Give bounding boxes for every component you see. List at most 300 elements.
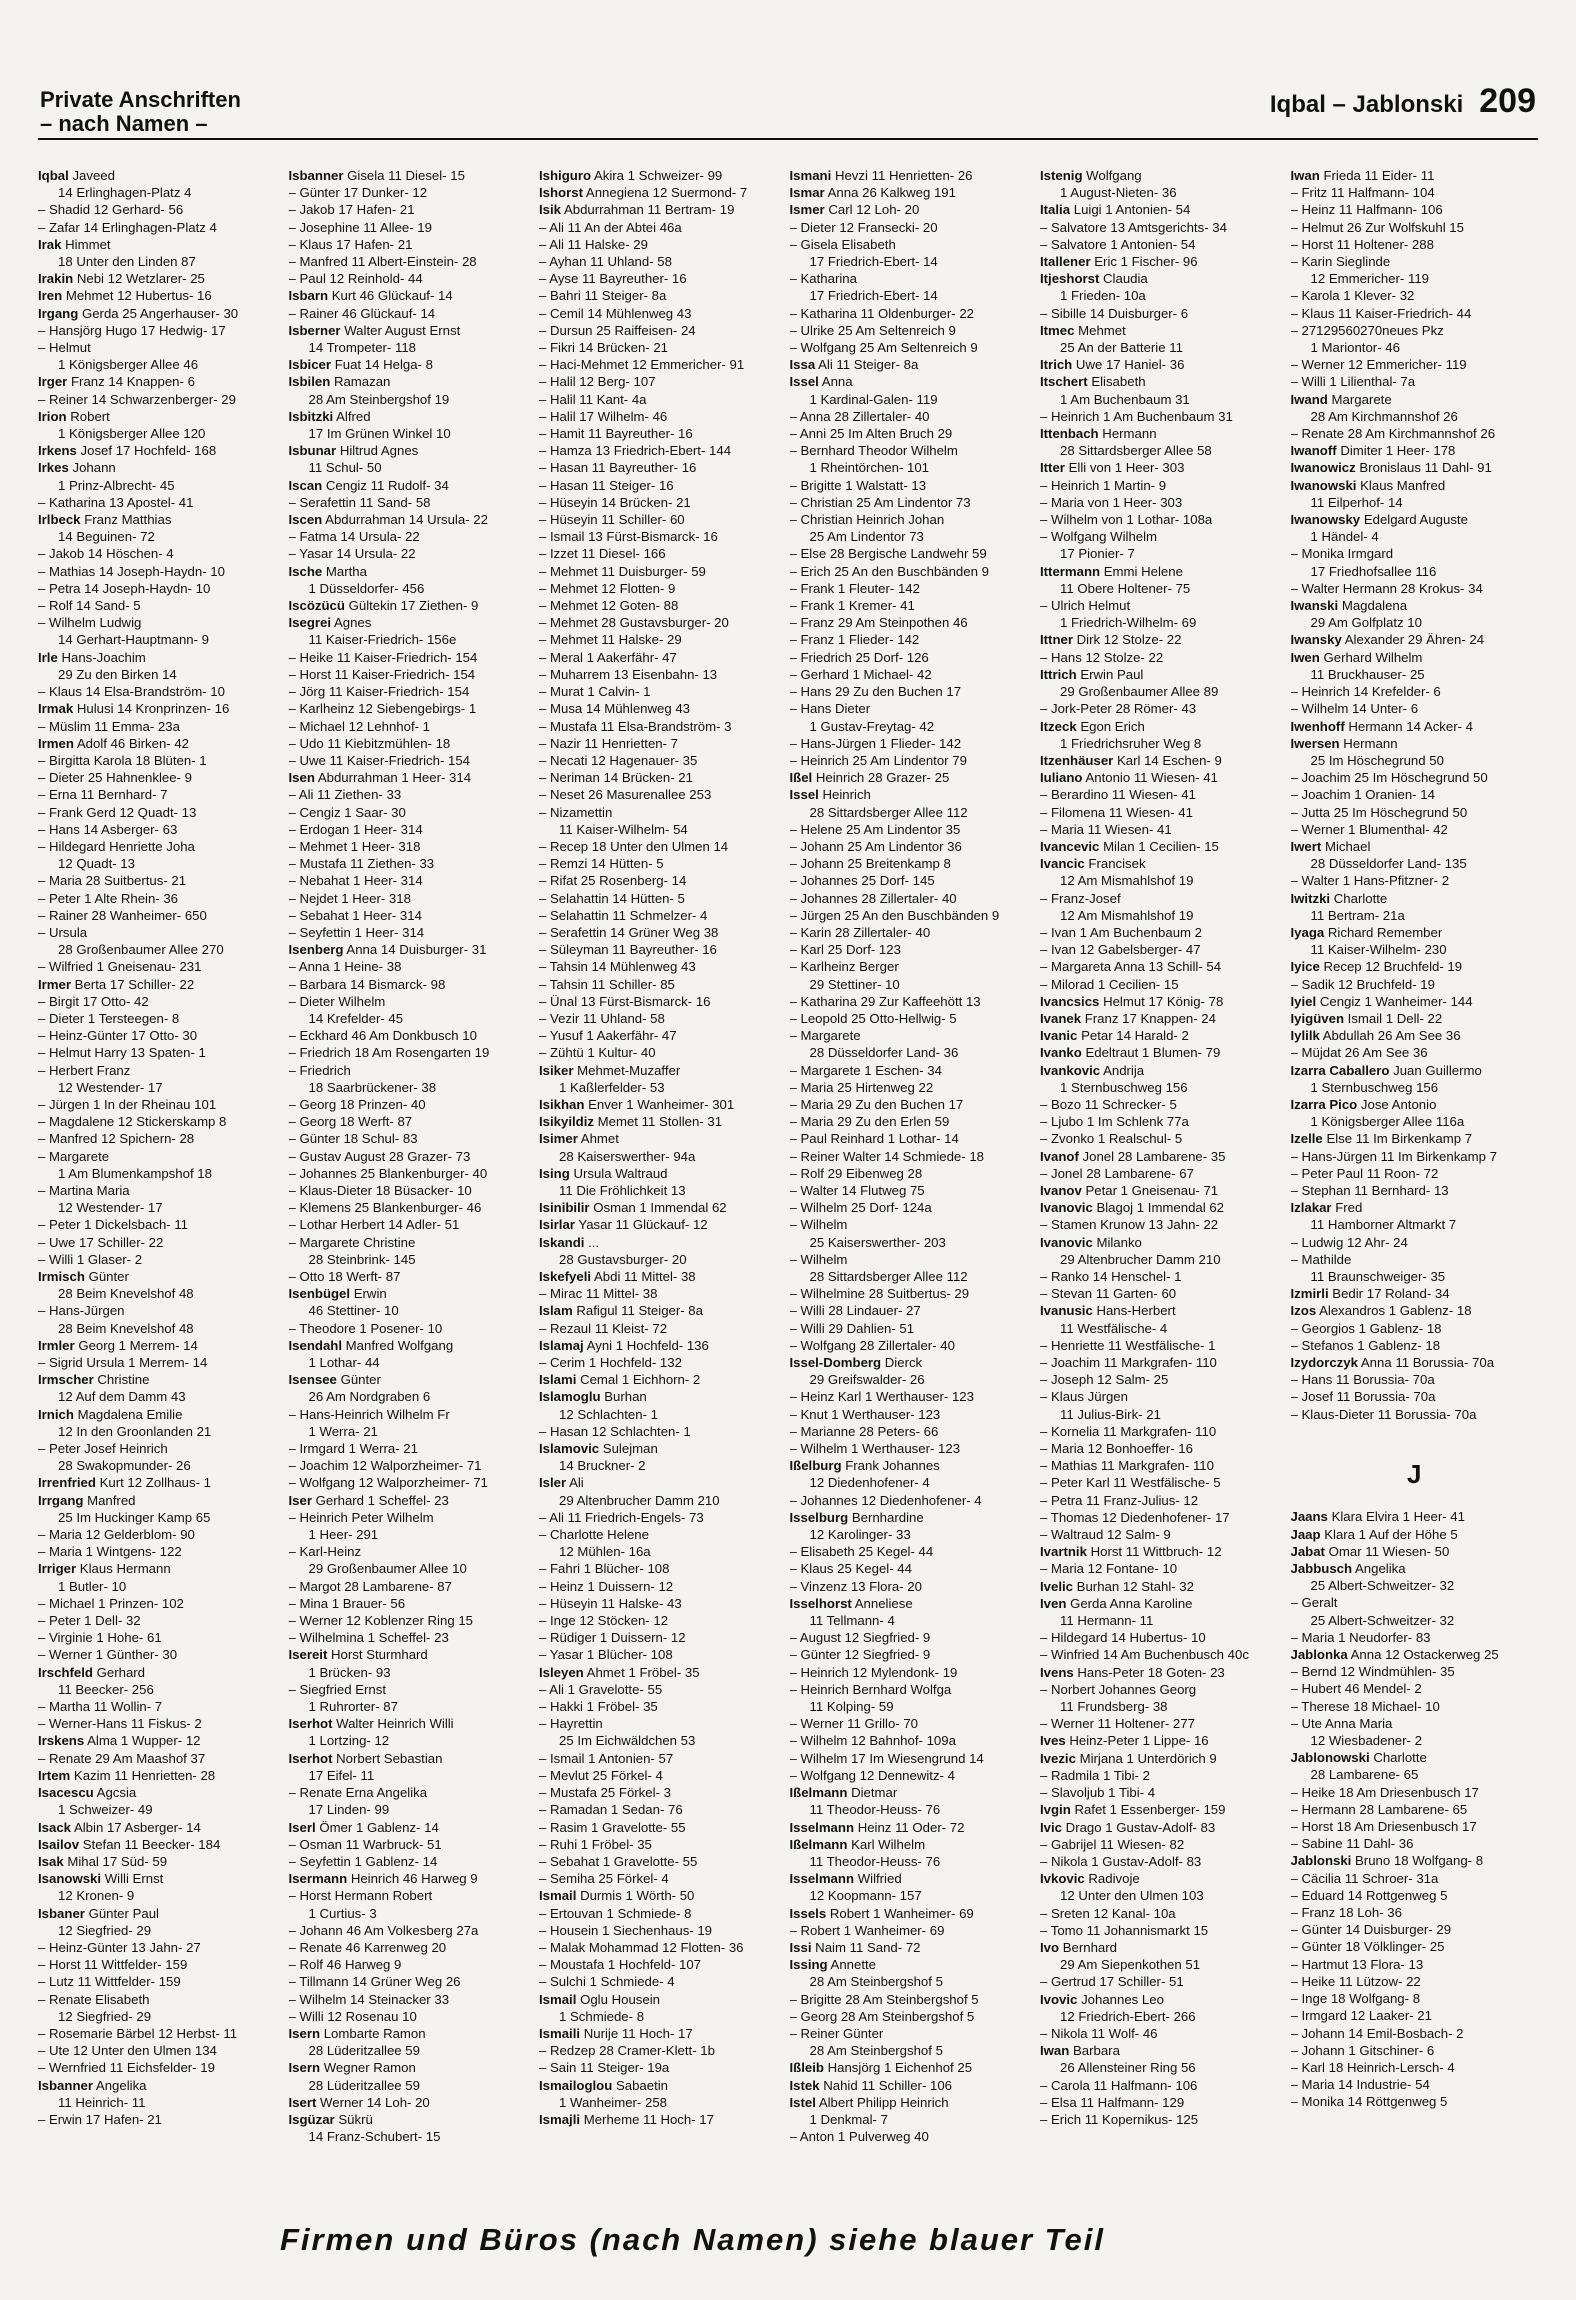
surname: Iwan bbox=[1290, 168, 1320, 183]
surname-entry bbox=[1040, 459, 1288, 476]
address-line: 12 Karolinger- 33 bbox=[809, 1527, 911, 1543]
surname-entry bbox=[539, 1991, 787, 2008]
address-line: 25 Im Huckinger Kamp 65 bbox=[58, 1509, 211, 1525]
entry-line: – Joachim 11 Markgrafen- 110 bbox=[1040, 1355, 1217, 1371]
entry-line: – Klemens 25 Blankenburger- 46 bbox=[288, 1200, 482, 1216]
entry-line: – Mehmet 12 Flotten- 9 bbox=[539, 580, 676, 596]
address-line: 1 Sternbuschweg 156 bbox=[1310, 1079, 1439, 1095]
entry-details: Werner 14 Loh- 20 bbox=[320, 2094, 430, 2110]
entry-details: Eric 1 Fischer- 96 bbox=[1094, 254, 1198, 270]
entry-details: Manfred bbox=[87, 1492, 136, 1508]
entry-line: – Milorad 1 Cecilien- 15 bbox=[1040, 976, 1179, 992]
entry-details: Abdurrahman 14 Ursula- 22 bbox=[325, 512, 488, 528]
entry-details: Franz Matthias bbox=[84, 512, 172, 528]
entry-line: – Jakob 17 Hafen- 21 bbox=[288, 202, 415, 218]
surname-entry bbox=[1040, 270, 1288, 287]
entry-line: – Hüseyin 11 Schiller- 60 bbox=[539, 512, 685, 528]
address-line: 1 Butler- 10 bbox=[58, 1578, 127, 1594]
entry-line: – Anni 25 Im Alten Bruch 29 bbox=[789, 426, 953, 442]
entry-line: – Joachim 12 Walporzheimer- 71 bbox=[288, 1458, 482, 1474]
surname: Izos bbox=[1290, 1303, 1317, 1319]
surname: Ismail bbox=[539, 1888, 577, 1904]
entry-details: Günter bbox=[88, 1269, 129, 1284]
address-line: 28 Beim Knevelshof 48 bbox=[58, 1320, 194, 1336]
entry-details: Walter Heinrich Willi bbox=[336, 1716, 454, 1732]
address-line: 1 Düsseldorfer- 456 bbox=[308, 580, 425, 596]
entry-line: – Michael 12 Lehnhof- 1 bbox=[288, 718, 430, 734]
entry-details: Gültekin 17 Ziethen- 9 bbox=[348, 598, 479, 614]
entry-line: – Johannes 25 Dorf- 145 bbox=[789, 873, 935, 889]
entry-line: – Erich 25 An den Buschbänden 9 bbox=[789, 563, 989, 579]
surname-entry bbox=[1040, 1027, 1288, 1044]
surname-entry bbox=[1291, 1508, 1539, 1525]
surname-entry bbox=[1291, 1526, 1539, 1543]
entry-line: – Karin Sieglinde bbox=[1290, 254, 1391, 270]
entry-line: – Leopold 25 Otto-Hellwig- 5 bbox=[789, 1010, 957, 1026]
entry-line: – Ulrich Helmut bbox=[1040, 598, 1131, 614]
directory-column bbox=[1291, 167, 1539, 2217]
entry-details: Mehmet-Muzaffer bbox=[577, 1062, 681, 1078]
address-line: 1 Frieden- 10a bbox=[1060, 288, 1146, 304]
address-line: 1 Brücken- 93 bbox=[308, 1664, 391, 1680]
surname-entry bbox=[38, 1664, 286, 1681]
address-line: 29 Greifswalder- 26 bbox=[809, 1372, 925, 1388]
surname: Izlakar bbox=[1290, 1200, 1332, 1216]
entry-line: – Margarete bbox=[38, 1148, 110, 1164]
entry-details: Hermann 14 Acker- 4 bbox=[1348, 718, 1473, 734]
surname: Ivanovic bbox=[1040, 1200, 1093, 1216]
surname: Ische bbox=[288, 563, 323, 579]
entry-details: Norbert Sebastian bbox=[336, 1750, 443, 1766]
entry-details: Günter bbox=[340, 1372, 381, 1388]
surname-entry bbox=[539, 1113, 787, 1130]
entry-line: – Fikri 14 Brücken- 21 bbox=[539, 340, 668, 356]
entry-line: – Heike 18 Am Driesenbusch 17 bbox=[1290, 1784, 1479, 1800]
entry-line: – Hans Dieter bbox=[789, 701, 871, 717]
entry-line: – Horst 11 Wittfelder- 159 bbox=[38, 1957, 188, 1973]
surname: Italia bbox=[1040, 202, 1071, 218]
entry-line: – Recep 18 Unter den Ulmen 14 bbox=[539, 838, 729, 854]
surname: Islamaj bbox=[539, 1337, 584, 1353]
entry-details: Manfred Wolfgang bbox=[345, 1337, 454, 1353]
surname: Itschert bbox=[1040, 374, 1088, 390]
surname: Isern bbox=[288, 2025, 321, 2041]
entry-line: – Margarete Christine bbox=[288, 1234, 416, 1250]
surname: Ives bbox=[1040, 1733, 1066, 1749]
entry-line: – Michael 1 Prinzen- 102 bbox=[38, 1595, 184, 1611]
surname-entry bbox=[539, 1887, 787, 1904]
surname: Ivanek bbox=[1040, 1010, 1082, 1026]
address-line: 12 Westender- 17 bbox=[58, 1200, 163, 1216]
address-line: 26 Allensteiner Ring 56 bbox=[1060, 2060, 1196, 2076]
surname: Ißleib bbox=[789, 2060, 824, 2076]
entry-line: – Katharina 13 Apostel- 41 bbox=[38, 494, 194, 510]
entry-line: – Shadid 12 Gerhard- 56 bbox=[38, 202, 184, 218]
entry-line: – Wolfgang Wilhelm bbox=[1040, 529, 1158, 545]
surname: Isacescu bbox=[38, 1785, 94, 1801]
page-header-right bbox=[1269, 82, 1536, 120]
address-line: 28 Am Steinbergshof 19 bbox=[308, 391, 450, 407]
entry-line: – Mirac 11 Mittel- 38 bbox=[539, 1286, 658, 1302]
entry-line: – Maria 1 Wintgens- 122 bbox=[38, 1544, 182, 1560]
entry-details: Milanko bbox=[1096, 1234, 1142, 1250]
entry-details: Helmut 17 König- 78 bbox=[1103, 993, 1224, 1009]
entry-line: – Renate Elisabeth bbox=[38, 1991, 150, 2007]
entry-line: – Willi 1 Glaser- 2 bbox=[38, 1251, 143, 1267]
address-line: 29 Altenbrucher Damm 210 bbox=[559, 1492, 720, 1508]
entry-line: – Gisela Elisabeth bbox=[789, 236, 896, 252]
entry-details: Naim 11 Sand- 72 bbox=[815, 1939, 921, 1955]
surname-entry bbox=[539, 167, 787, 184]
entry-line: – Eckhard 46 Am Donkbusch 10 bbox=[288, 1028, 477, 1044]
entry-line: – Zvonko 1 Realschul- 5 bbox=[1040, 1131, 1183, 1147]
entry-line: – Johann 25 Breitenkamp 8 bbox=[789, 856, 951, 872]
surname: Isack bbox=[38, 1819, 72, 1835]
entry-line: – Nejdet 1 Heer- 318 bbox=[288, 890, 411, 906]
entry-line: – Josephine 11 Allee- 19 bbox=[288, 219, 432, 235]
surname-entry bbox=[38, 1560, 286, 1577]
surname: Issels bbox=[789, 1905, 827, 1921]
entry-line: – Yasar 1 Blücher- 108 bbox=[539, 1647, 673, 1663]
surname-entry bbox=[38, 700, 286, 717]
surname: Izarra Caballero bbox=[1290, 1062, 1390, 1078]
entry-line: – Stephan 11 Bernhard- 13 bbox=[1290, 1182, 1449, 1198]
entry-details: Alexandros 1 Gablenz- 18 bbox=[1319, 1303, 1472, 1319]
surname: Irmen bbox=[38, 735, 74, 751]
entry-line: – Selahattin 14 Hütten- 5 bbox=[539, 890, 685, 906]
surname: Isensee bbox=[288, 1372, 337, 1388]
surname: Isgüzar bbox=[288, 2111, 335, 2127]
entry-line: – Uwe 17 Schiller- 22 bbox=[38, 1234, 164, 1250]
surname-entry bbox=[1291, 459, 1539, 476]
surname-entry bbox=[38, 305, 286, 322]
entry-line: – Semiha 25 Förkel- 4 bbox=[539, 1871, 669, 1887]
surname: Iser bbox=[288, 1492, 312, 1508]
surname: Ivkovic bbox=[1040, 1871, 1085, 1887]
surname: Isegrei bbox=[288, 615, 332, 631]
entry-line: – Erdogan 1 Heer- 314 bbox=[288, 821, 423, 837]
surname: Islamoglu bbox=[539, 1389, 601, 1405]
entry-details: Klaus Manfred bbox=[1360, 477, 1446, 493]
entry-details: Günter Paul bbox=[88, 1905, 159, 1921]
surname: Irkens bbox=[38, 443, 77, 459]
surname: Isik bbox=[539, 202, 561, 218]
entry-line: – Sain 11 Steiger- 19a bbox=[539, 2060, 670, 2076]
entry-line: – Ute 12 Unter den Ulmen 134 bbox=[38, 2043, 217, 2059]
entry-details: Josef 17 Hochfeld- 168 bbox=[80, 443, 217, 459]
address-line: 25 Kaiserswerther- 203 bbox=[809, 1234, 946, 1250]
surname-entry bbox=[1291, 1543, 1539, 1560]
surname-entry bbox=[1040, 1062, 1288, 1079]
surname-entry bbox=[38, 1836, 286, 1853]
entry-details: Akira 1 Schweizer- 99 bbox=[593, 168, 723, 183]
entry-line: – Maria 14 Industrie- 54 bbox=[1290, 2077, 1430, 2093]
surname-entry bbox=[289, 1750, 537, 1767]
address-line: 28 Großenbaumer Allee 270 bbox=[58, 942, 224, 958]
entry-line: – Maria 12 Bonhoeffer- 16 bbox=[1040, 1441, 1193, 1457]
entry-details: Jose Antonio bbox=[1360, 1096, 1437, 1112]
entry-line: – Heinz 11 Halfmann- 106 bbox=[1290, 202, 1443, 218]
surname: Isak bbox=[38, 1853, 64, 1869]
entry-line: – Seyfettin 1 Gablenz- 14 bbox=[288, 1853, 438, 1869]
entry-details: Javeed bbox=[72, 168, 115, 183]
surname-entry bbox=[1040, 838, 1288, 855]
surname-entry bbox=[790, 1457, 1038, 1474]
entry-details: Blagoj 1 Immendal 62 bbox=[1096, 1200, 1225, 1216]
entry-details: Klaus Hermann bbox=[79, 1561, 171, 1577]
entry-details: Abdurrahman 1 Heer- 314 bbox=[317, 770, 472, 786]
surname: Irmer bbox=[38, 976, 71, 992]
entry-details: Ursula Waltraud bbox=[573, 1165, 668, 1181]
entry-line: – Salvatore 1 Antonien- 54 bbox=[1040, 236, 1196, 252]
entry-line: – Sulchi 1 Schmiede- 4 bbox=[539, 1974, 675, 1990]
surname-entry bbox=[539, 1096, 787, 1113]
entry-line: – Hans 29 Zu den Buchen 17 bbox=[789, 684, 962, 700]
entry-line: – Hansjörg Hugo 17 Hedwig- 17 bbox=[38, 322, 226, 338]
entry-line: – Franz 18 Loh- 36 bbox=[1290, 1905, 1402, 1921]
entry-line: – Irmgard 12 Laaker- 21 bbox=[1290, 2008, 1432, 2024]
entry-line: – Remzi 14 Hütten- 5 bbox=[539, 856, 664, 872]
name-range: Iqbal – Jablonski bbox=[1269, 91, 1464, 118]
entry-line: – Peter 1 Dickelsbach- 11 bbox=[38, 1217, 189, 1233]
entry-details: Sabaetin bbox=[615, 2077, 669, 2093]
surname-entry bbox=[289, 1870, 537, 1887]
surname: Iwan bbox=[1040, 2043, 1070, 2059]
entry-line: – Heinrich 1 Martin- 9 bbox=[1040, 477, 1167, 493]
surname: Ivancsics bbox=[1040, 993, 1100, 1009]
entry-line: – Nebahat 1 Heer- 314 bbox=[288, 873, 423, 889]
surname: Isbarn bbox=[288, 288, 329, 304]
surname-entry bbox=[790, 2059, 1038, 2076]
address-line: 12 Emmericher- 119 bbox=[1310, 271, 1429, 287]
entry-details: Hevzi 11 Henrietten- 26 bbox=[834, 168, 973, 183]
entry-line: – Ünal 13 Fürst-Bismarck- 16 bbox=[539, 993, 711, 1009]
entry-details: Sulejman bbox=[602, 1441, 658, 1457]
surname-entry bbox=[790, 2094, 1038, 2111]
address-line: 1 Kardinal-Galen- 119 bbox=[809, 391, 938, 407]
entry-line: – Süleyman 11 Bayreuther- 16 bbox=[539, 942, 717, 958]
entry-line: – Heinz Karl 1 Werthauser- 123 bbox=[789, 1389, 974, 1405]
surname: Iwanoff bbox=[1290, 443, 1337, 459]
entry-line: – Therese 18 Michael- 10 bbox=[1290, 1698, 1440, 1714]
entry-line: – Halil 11 Kant- 4a bbox=[539, 391, 647, 407]
address-line: 1 Königsberger Allee 120 bbox=[58, 426, 206, 442]
surname: Iyiel bbox=[1290, 993, 1317, 1009]
entry-line: – Hans 12 Stolze- 22 bbox=[1040, 649, 1164, 665]
surname-entry bbox=[1040, 1991, 1288, 2008]
surname: Ißel bbox=[789, 770, 813, 786]
letter-heading: J bbox=[1407, 1459, 1422, 1490]
surname-entry bbox=[1040, 666, 1288, 683]
address-line: 28 Lambarene- 65 bbox=[1310, 1767, 1419, 1783]
entry-line: – Ursula bbox=[38, 924, 88, 940]
surname: Iwand bbox=[1290, 391, 1328, 407]
surname: Isleyen bbox=[539, 1664, 584, 1680]
entry-line: – Maria 29 Zu den Buchen 17 bbox=[789, 1096, 964, 1112]
entry-line: – Ali 11 Friedrich-Engels- 73 bbox=[539, 1509, 704, 1525]
entry-line: – Maria 11 Wiesen- 41 bbox=[1040, 821, 1172, 837]
entry-line: – Mevlut 25 Förkel- 4 bbox=[539, 1767, 663, 1783]
entry-line: – Friedrich 18 Am Rosengarten 19 bbox=[288, 1045, 490, 1061]
surname-entry bbox=[1040, 373, 1288, 390]
entry-line: – Hamit 11 Bayreuther- 16 bbox=[539, 426, 693, 442]
entry-details: Gerhard 1 Scheffel- 23 bbox=[315, 1492, 449, 1508]
surname-entry bbox=[539, 1268, 787, 1285]
surname-entry bbox=[539, 1474, 787, 1491]
section-subtitle: – nach Namen – bbox=[40, 111, 208, 136]
address-line: 28 Gustavsburger- 20 bbox=[559, 1251, 687, 1267]
surname: Iwanowski bbox=[1290, 477, 1357, 493]
spacer bbox=[1291, 1423, 1539, 1457]
entry-line: – Selahattin 11 Schmelzer- 4 bbox=[539, 907, 708, 923]
surname: Itrich bbox=[1040, 357, 1073, 373]
surname-entry bbox=[790, 184, 1038, 201]
entry-line: – Geralt bbox=[1290, 1595, 1338, 1611]
entry-details: Bernhardine bbox=[851, 1509, 924, 1525]
surname-entry bbox=[539, 1199, 787, 1216]
entry-line: – Ramadan 1 Sedan- 76 bbox=[539, 1802, 683, 1818]
entry-line: – Stamen Krunow 13 Jahn- 22 bbox=[1040, 1217, 1219, 1233]
surname-entry bbox=[289, 1371, 537, 1388]
address-line: 1 Heer- 291 bbox=[308, 1527, 379, 1543]
entry-details: Cemal 1 Eichhorn- 2 bbox=[580, 1372, 701, 1388]
address-line: 11 Julius-Birk- 21 bbox=[1060, 1406, 1161, 1422]
surname-entry bbox=[1291, 1354, 1539, 1371]
entry-line: – Karola 1 Klever- 32 bbox=[1290, 288, 1415, 304]
entry-details: Kazim 11 Henrietten- 28 bbox=[73, 1767, 216, 1783]
entry-line: – Inge 18 Wolfgang- 8 bbox=[1290, 1991, 1421, 2007]
address-line: 1 Schweizer- 49 bbox=[58, 1802, 153, 1818]
address-line: 14 Bruckner- 2 bbox=[559, 1458, 646, 1474]
surname-entry bbox=[1040, 1044, 1288, 1061]
address-line: 1 Sternbuschweg 156 bbox=[1060, 1079, 1188, 1095]
entry-details: Hermann bbox=[1343, 735, 1398, 751]
surname-entry bbox=[790, 167, 1038, 184]
address-line: 12 Unter den Ulmen 103 bbox=[1060, 1888, 1204, 1904]
surname-entry bbox=[539, 1337, 787, 1354]
surname-entry bbox=[289, 1285, 537, 1302]
entry-line: – Paul 12 Reinhold- 44 bbox=[288, 271, 423, 287]
address-line: 28 Swakopmunder- 26 bbox=[58, 1458, 191, 1474]
entry-line: – Katharina 29 Zur Kaffeehött 13 bbox=[789, 993, 981, 1009]
entry-line: – Klaus Jürgen bbox=[1040, 1389, 1128, 1405]
address-line: 11 Kaiser-Friedrich- 156e bbox=[308, 632, 457, 648]
surname-entry bbox=[38, 1371, 286, 1388]
entry-line: – Mustafa 11 Ziethen- 33 bbox=[288, 856, 435, 872]
entry-details: Willi Ernst bbox=[104, 1871, 164, 1887]
surname-entry bbox=[289, 2025, 537, 2042]
entry-line: – Mathias 11 Markgrafen- 110 bbox=[1040, 1458, 1214, 1474]
surname-entry bbox=[1291, 924, 1539, 941]
entry-line: – Hans-Jürgen bbox=[38, 1303, 125, 1319]
entry-details: Johann bbox=[72, 460, 116, 476]
entry-details: Carl 12 Loh- 20 bbox=[828, 202, 920, 218]
surname-entry bbox=[1040, 1664, 1288, 1681]
surname: Ivo bbox=[1040, 1939, 1060, 1955]
address-line: 28 Düsseldorfer Land- 36 bbox=[809, 1045, 959, 1061]
entry-details: Alma 1 Wupper- 12 bbox=[87, 1733, 201, 1749]
entry-line: – Yasar 14 Ursula- 22 bbox=[288, 546, 416, 562]
surname-entry bbox=[1291, 597, 1539, 614]
entry-line: – Renate 46 Karrenweg 20 bbox=[288, 1939, 447, 1955]
surname: Izydorczyk bbox=[1290, 1355, 1358, 1371]
entry-line: – Joachim 25 Im Höschegrund 50 bbox=[1290, 770, 1488, 786]
surname: Issel bbox=[789, 787, 819, 803]
surname: Islam bbox=[539, 1303, 573, 1319]
entry-line: – Stevan 11 Garten- 60 bbox=[1040, 1286, 1177, 1302]
surname: Ishiguro bbox=[539, 168, 592, 183]
surname: Isert bbox=[288, 2094, 317, 2110]
surname-entry bbox=[1040, 752, 1288, 769]
entry-line: – Karl 18 Heinrich-Lersch- 4 bbox=[1290, 2059, 1455, 2075]
entry-line: – Nikola 1 Gustav-Adolf- 83 bbox=[1040, 1853, 1202, 1869]
entry-details: Abdurrahman 11 Bertram- 19 bbox=[563, 202, 735, 218]
surname-entry bbox=[38, 1819, 286, 1836]
entry-line: – Dursun 25 Raiffeisen- 24 bbox=[539, 322, 696, 338]
entry-line: – Lutz 11 Wittfelder- 159 bbox=[38, 1974, 181, 1990]
entry-line: – Virginie 1 Hohe- 61 bbox=[38, 1630, 162, 1646]
entry-details: Hulusi 14 Kronprinzen- 16 bbox=[76, 701, 230, 717]
entry-details: Cengiz 1 Wanheimer- 144 bbox=[1319, 993, 1473, 1009]
entry-line: – Günter 17 Dunker- 12 bbox=[288, 185, 428, 201]
entry-line: – Fritz 11 Halfmann- 104 bbox=[1290, 185, 1435, 201]
surname-entry bbox=[790, 1870, 1038, 1887]
entry-line: – Maria 25 Hirtenweg 22 bbox=[789, 1079, 934, 1095]
surname: Isbilen bbox=[288, 374, 331, 390]
entry-line: – Maria 12 Fontane- 10 bbox=[1040, 1561, 1178, 1577]
entry-line: – Klaus 25 Kegel- 44 bbox=[789, 1561, 912, 1577]
entry-details: Milan 1 Cecilien- 15 bbox=[1103, 838, 1219, 854]
entry-details: Mehmet 12 Hubertus- 16 bbox=[65, 288, 212, 304]
section-heading bbox=[40, 88, 241, 136]
address-line: 12 Diedenhofener- 4 bbox=[809, 1475, 930, 1491]
entry-line: – Fahri 1 Blücher- 108 bbox=[539, 1561, 670, 1577]
entry-line: – Jürgen 25 An den Buschbänden 9 bbox=[789, 907, 1000, 923]
entry-line: – Johann 25 Am Lindentor 36 bbox=[789, 838, 962, 854]
entry-details: Erwin bbox=[353, 1286, 387, 1302]
surname: Jabbusch bbox=[1290, 1561, 1353, 1577]
entry-line: – Mehmet 11 Halske- 29 bbox=[539, 632, 682, 648]
surname: Itter bbox=[1040, 460, 1065, 476]
surname: Itzeck bbox=[1040, 718, 1077, 734]
entry-line: – Wilhelm 12 Bahnhof- 109a bbox=[789, 1733, 956, 1749]
entry-line: – Hans-Jürgen 11 Im Birkenkamp 7 bbox=[1290, 1148, 1497, 1164]
entry-details: Jonel 28 Lambarene- 35 bbox=[1082, 1148, 1226, 1164]
entry-line: – Martha 11 Wollin- 7 bbox=[38, 1699, 163, 1715]
entry-line: – Werner 12 Emmericher- 119 bbox=[1290, 357, 1467, 373]
entry-details: Alexander 29 Ähren- 24 bbox=[1344, 632, 1485, 648]
surname: Ivgin bbox=[1040, 1802, 1071, 1818]
surname-entry bbox=[790, 373, 1038, 390]
surname: Istel bbox=[789, 2094, 816, 2110]
surname-entry bbox=[38, 649, 286, 666]
surname: Isenbügel bbox=[288, 1286, 351, 1302]
surname-entry bbox=[38, 1784, 286, 1801]
entry-line: – Mustafa 25 Förkel- 3 bbox=[539, 1785, 671, 1801]
entry-line: – Nazir 11 Henrietten- 7 bbox=[539, 735, 679, 751]
entry-line: – Heinrich 1 Am Buchenbaum 31 bbox=[1040, 408, 1233, 424]
entry-line: – Günter 14 Duisburger- 29 bbox=[1290, 1922, 1452, 1938]
surname: Iwitzki bbox=[1290, 890, 1331, 906]
entry-line: – Vinzenz 13 Flora- 20 bbox=[789, 1578, 922, 1594]
surname: Istenig bbox=[1040, 168, 1083, 183]
entry-line: – Jakob 14 Höschen- 4 bbox=[38, 546, 174, 562]
entry-line: – Wolfgang 12 Walporzheimer- 71 bbox=[288, 1475, 488, 1491]
entry-details: Juan Guillermo bbox=[1393, 1062, 1482, 1078]
entry-details: Abdullah 26 Am See 36 bbox=[1322, 1028, 1461, 1044]
surname: Isinibilir bbox=[539, 1200, 590, 1216]
surname: Ittenbach bbox=[1040, 426, 1099, 442]
